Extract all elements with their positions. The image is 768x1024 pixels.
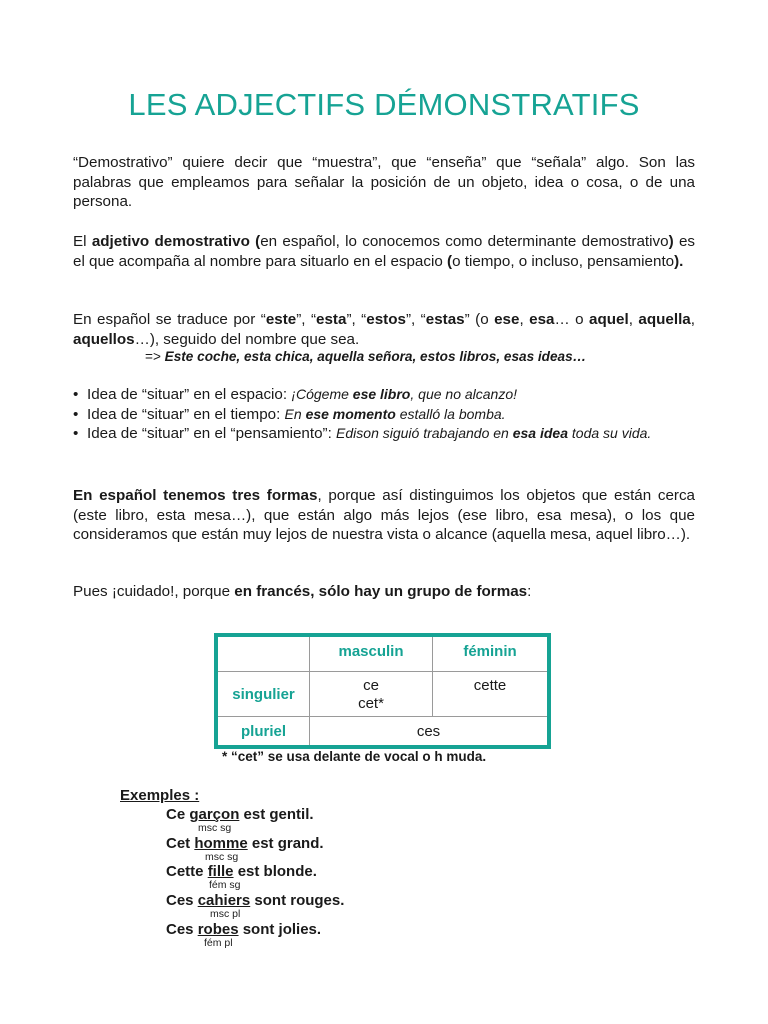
p2-text-a: El xyxy=(73,233,92,250)
p3-t8: , xyxy=(628,311,639,328)
p3-t4: ”, “ xyxy=(405,311,426,328)
example-noun: homme xyxy=(194,835,248,852)
example-determiner: Ces xyxy=(166,921,198,938)
table-row-header-singulier: singulier xyxy=(216,672,310,717)
example-noun: cahiers xyxy=(197,892,251,909)
p2-bold-paren-open: ( xyxy=(447,252,453,270)
definition-paragraph xyxy=(73,232,695,271)
example-determiner: Ces xyxy=(166,892,198,909)
p3-t2: ”, “ xyxy=(296,311,317,328)
example-determiner: Ce xyxy=(166,806,190,823)
p3-t1: En español se traduce por “ xyxy=(73,311,266,328)
bullet-lead: Idea de “situar” en el espacio: xyxy=(87,386,292,403)
translation-paragraph xyxy=(73,310,695,349)
example-rest: est gentil. xyxy=(239,806,314,823)
table-header-masculin: masculin xyxy=(310,635,433,672)
table-value-ce: ce xyxy=(363,677,379,694)
example-noun: robes xyxy=(197,921,239,938)
p3-t7: … o xyxy=(554,311,590,328)
example-gender-tag: fém sg xyxy=(209,879,241,891)
three-forms-paragraph xyxy=(73,486,695,545)
example-gender-tag: fém pl xyxy=(204,937,233,949)
example-determiner: Cet xyxy=(166,835,195,852)
p2-text-e: es el que acompaña al nombre para situarlo en el espacio xyxy=(73,233,695,270)
p3-b1: este xyxy=(265,311,297,328)
intro-paragraph: “Demostrativo” quiere decir que “muestra”, que “enseña” que “señala” algo. Son las palabras que empleamos para señalar la posición de un objeto, idea o cosa, o de una persona. xyxy=(73,154,695,210)
example-noun: fille xyxy=(207,863,234,880)
bullet-example-bold: esa idea xyxy=(512,425,568,441)
p3-b3: estos xyxy=(366,311,406,328)
p3-b9: aquellos xyxy=(73,330,135,348)
p2-bold-paren: ) xyxy=(668,233,674,250)
table-cell-plural: ces xyxy=(310,717,550,748)
example-row xyxy=(166,835,324,852)
example-determiner: Cette xyxy=(166,863,208,880)
p3-t9: , xyxy=(690,311,695,328)
example-row xyxy=(166,921,321,938)
example-gender-tag: msc pl xyxy=(210,908,241,920)
bullet-lead: Idea de “situar” en el “pensamiento”: xyxy=(87,425,337,442)
three-forms-rest: , porque así distinguimos los objetos que están cerca (este libro, esta mesa…), que están algo más lejos (ese libro, esa mesa), o los que consideramos que están muy lejos de nuestra vista o alcance (aquella mesa, aquel libro…). xyxy=(73,487,695,543)
bullet-lead: Idea de “situar” en el tiempo: xyxy=(87,405,285,423)
example-row xyxy=(166,806,314,823)
p3-b5: ese xyxy=(494,311,520,328)
p2-bold-close: ). xyxy=(674,252,684,270)
examples-heading: Exemples : xyxy=(120,787,200,804)
warning-t2: : xyxy=(527,583,532,600)
bullet-dot-icon: • xyxy=(73,386,79,403)
warning-paragraph xyxy=(73,582,695,602)
example-rest: sont jolies. xyxy=(238,921,322,938)
bullet-example-1a: ¡Cógeme xyxy=(291,386,353,402)
table-value-cet: cet* xyxy=(358,695,384,712)
bullet-example-3b: toda su vida. xyxy=(568,425,652,441)
p3-b4: estas xyxy=(425,311,465,328)
example-row xyxy=(166,892,344,909)
p3-b8: aquella xyxy=(638,311,691,328)
p3-t6: , xyxy=(519,311,530,328)
table-corner-cell xyxy=(216,635,310,672)
three-forms-bold: En español tenemos tres formas xyxy=(73,487,318,504)
arrow-example-line xyxy=(145,349,586,364)
p2-text-g: o tiempo, o incluso, pensamiento xyxy=(452,252,675,270)
bullet-item-space xyxy=(73,385,695,405)
p3-t5: ” (o xyxy=(464,311,495,328)
example-gender-tag: msc sg xyxy=(205,851,239,863)
bullet-example-1b: , que no alcanzo! xyxy=(410,386,518,402)
arrow-symbol: => xyxy=(145,349,165,364)
example-gender-tag: msc sg xyxy=(198,822,232,834)
bullet-item-time xyxy=(73,405,695,425)
p2-text-c: en español, lo conocemos como determinante demostrativo xyxy=(260,233,669,250)
page-title: LES ADJECTIFS DÉMONSTRATIFS xyxy=(128,86,640,122)
example-noun: garçon xyxy=(189,806,240,823)
table-cell-sing-masc xyxy=(310,672,433,717)
bullet-dot-icon: • xyxy=(73,425,79,442)
example-row xyxy=(166,863,317,880)
bullet-item-thought xyxy=(73,424,695,444)
demonstratives-table xyxy=(214,633,551,749)
bullet-example-2a: En xyxy=(284,405,306,422)
p3-b6: esa xyxy=(529,311,555,328)
warning-bold: en francés, sólo hay un grupo de formas xyxy=(234,583,528,600)
example-rest: sont rouges. xyxy=(250,892,345,909)
bullet-dot-icon: • xyxy=(73,405,79,423)
example-rest: est blonde. xyxy=(233,863,317,880)
warning-t1: Pues ¡cuidado!, porque xyxy=(73,583,235,600)
p3-b2: esta xyxy=(316,311,347,328)
usage-bullet-list xyxy=(73,385,695,444)
table-header-feminin: féminin xyxy=(433,635,550,672)
table-row-header-pluriel: pluriel xyxy=(216,717,310,748)
table-footnote: * “cet” se usa delante de vocal o h muda. xyxy=(222,749,487,764)
p2-bold-term: adjetivo demostrativo ( xyxy=(91,233,261,250)
p3-t3: ”, “ xyxy=(346,311,367,328)
bullet-example-bold: ese libro xyxy=(352,386,411,402)
table-cell-sing-fem: cette xyxy=(433,672,550,717)
p3-b7: aquel xyxy=(589,311,629,328)
example-rest: est grand. xyxy=(247,835,324,852)
p3-t10: …), seguido del nombre que sea. xyxy=(134,330,360,348)
bullet-example-3a: Edison siguió trabajando en xyxy=(336,425,513,441)
bullet-example-2b: estalló la bomba. xyxy=(395,405,506,422)
bullet-example-bold: ese momento xyxy=(305,405,396,422)
arrow-example-text: Este coche, esta chica, aquella señora, estos libros, esas ideas… xyxy=(164,349,587,364)
